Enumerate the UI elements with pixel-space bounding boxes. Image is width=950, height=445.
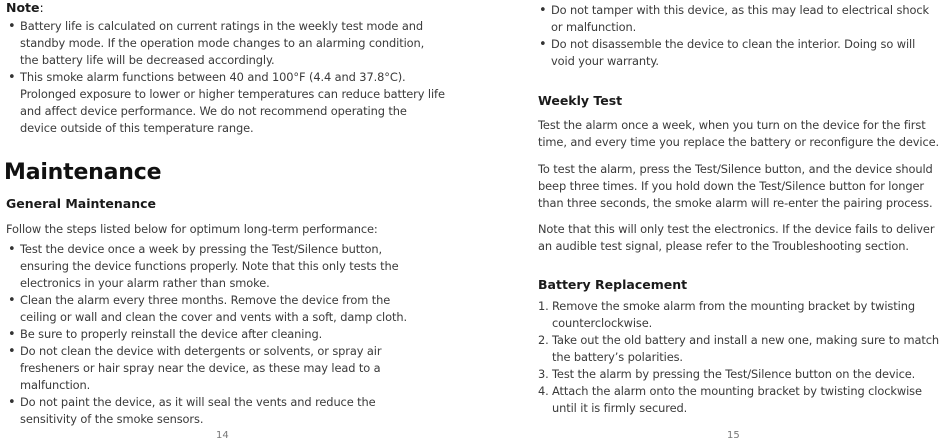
battery-replacement-heading: Battery Replacement	[538, 277, 688, 292]
list-item: • Test the device once a week by pressing the Test/Silence button, ensuring the device functions properly. Note that this only tests the electronics in your alarm rather than smoke.	[6, 241, 416, 292]
weekly-test-paragraph-1: Test the alarm once a week, when you turn on the device for the first time, and every time you replace the battery or reconfigure the device.	[538, 118, 940, 149]
list-item: • Clean the alarm every three months. Remove the device from the ceiling or wall and clean the cover and vents with a soft, damp cloth.	[6, 292, 416, 326]
list-item: • Be sure to properly reinstall the device after cleaning.	[6, 326, 416, 343]
step-number: 2.	[538, 333, 549, 347]
top-bullet-list	[537, 2, 937, 70]
list-item	[538, 298, 946, 332]
list-item: • Do not disassemble the device to clean the interior. Doing so will void your warranty.	[537, 36, 937, 70]
weekly-test-heading: Weekly Test	[538, 93, 623, 108]
step-text: Test the alarm by pressing the Test/Silence button on the device.	[552, 367, 916, 381]
note-title	[6, 0, 44, 15]
list-item: • Do not tamper with this device, as this may lead to electrical shock or malfunction.	[537, 2, 937, 36]
list-item: • This smoke alarm functions between 40 and 100°F (4.4 and 37.8°C). Prolonged exposure to lower or higher temperatures can reduce battery life and affect device performance. We do not recommend operating the device outside of this temperature range.	[6, 69, 446, 137]
note-colon: :	[39, 0, 44, 15]
weekly-test-paragraph-3: Note that this will only test the electronics. If the device fails to deliver an audible test signal, please refer to the Troubleshooting section.	[538, 222, 935, 253]
step-text: Remove the smoke alarm from the mounting bracket by twisting counterclockwise.	[552, 299, 915, 330]
step-text: Take out the old battery and install a new one, making sure to match the battery’s polarities.	[552, 333, 940, 364]
page-number-right: 15	[727, 430, 740, 441]
step-number: 3.	[538, 367, 549, 381]
list-item	[538, 332, 946, 366]
list-item	[538, 366, 946, 383]
list-item	[538, 383, 946, 417]
weekly-test-paragraph-2: To test the alarm, press the Test/Silence button, and the device should beep three times. If you hold down the Test/Silence button for longer than three seconds, the smoke alarm will re-enter the pairing process.	[538, 162, 933, 210]
list-item: • Do not clean the device with detergents or solvents, or spray air fresheners or hair spray near the device, as these may lead to a malfunction.	[6, 343, 416, 394]
step-number: 4.	[538, 384, 549, 398]
list-item: • Do not paint the device, as it will seal the vents and reduce the sensitivity of the smoke sensors.	[6, 394, 416, 428]
step-number: 1.	[538, 299, 549, 313]
page-number-left: 14	[216, 430, 229, 441]
general-maintenance-heading: General Maintenance	[6, 196, 156, 211]
note-title-text: Note	[6, 0, 40, 15]
page-right	[475, 0, 950, 445]
note-bullet-list	[6, 18, 446, 137]
battery-steps-list	[538, 298, 946, 417]
maintenance-heading: Maintenance	[4, 160, 162, 185]
general-intro: Follow the steps listed below for optimum long-term performance:	[6, 222, 378, 236]
general-bullet-list	[6, 241, 416, 428]
step-text: Attach the alarm onto the mounting bracket by twisting clockwise until it is firmly secured.	[552, 384, 922, 415]
list-item: • Battery life is calculated on current ratings in the weekly test mode and standby mode. If the operation mode changes to an alarming condition, the battery life will be decreased accordingly.	[6, 18, 446, 69]
